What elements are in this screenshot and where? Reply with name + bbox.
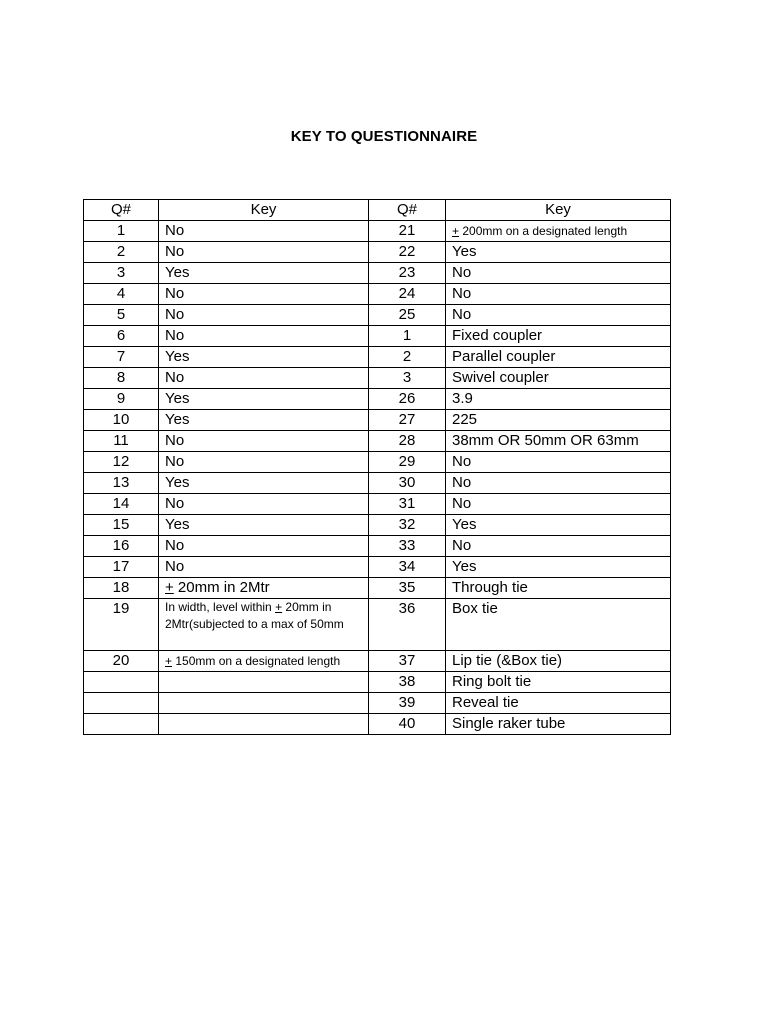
question-number: 33 — [369, 536, 446, 557]
answer-key: No — [159, 284, 369, 305]
question-number: 2 — [369, 347, 446, 368]
question-number: 19 — [84, 599, 159, 651]
table-row — [84, 431, 671, 452]
answer-key: No — [159, 242, 369, 263]
answer-key: Yes — [159, 473, 369, 494]
answer-key: No — [446, 305, 671, 326]
question-number: 7 — [84, 347, 159, 368]
question-number: 12 — [84, 452, 159, 473]
table-row — [84, 714, 671, 735]
plus-minus-sign: + — [452, 224, 460, 238]
answer-key: Single raker tube — [446, 714, 671, 735]
answer-key-text: 20mm in 2Mtr — [173, 579, 270, 596]
answer-key: No — [159, 305, 369, 326]
answer-key-text: 150mm on a designated length — [172, 654, 341, 668]
answer-key: Reveal tie — [446, 693, 671, 714]
question-number: 39 — [369, 693, 446, 714]
answer-key-text: In width, level within — [165, 600, 276, 614]
question-number: 20 — [84, 651, 159, 672]
question-number: 1 — [369, 326, 446, 347]
question-number: 18 — [84, 578, 159, 599]
question-number: 28 — [369, 431, 446, 452]
question-number: 34 — [369, 557, 446, 578]
question-number: 4 — [84, 284, 159, 305]
answer-key: Lip tie (&Box tie) — [446, 651, 671, 672]
header-question-number-left: Q# — [84, 200, 159, 221]
question-number: 14 — [84, 494, 159, 515]
answer-key — [159, 599, 369, 651]
question-number: 6 — [84, 326, 159, 347]
table-row — [84, 347, 671, 368]
answer-key: No — [159, 557, 369, 578]
table-row — [84, 242, 671, 263]
answer-key: No — [159, 221, 369, 242]
question-number — [84, 672, 159, 693]
table-row — [84, 263, 671, 284]
answer-key: No — [159, 452, 369, 473]
answer-key: No — [159, 431, 369, 452]
question-number: 5 — [84, 305, 159, 326]
question-number: 30 — [369, 473, 446, 494]
answer-key: Through tie — [446, 578, 671, 599]
answer-key: Yes — [159, 515, 369, 536]
answer-key: No — [159, 326, 369, 347]
question-number: 1 — [84, 221, 159, 242]
question-number: 22 — [369, 242, 446, 263]
question-number: 26 — [369, 389, 446, 410]
answer-key: No — [446, 452, 671, 473]
table-row — [84, 693, 671, 714]
answer-key: No — [446, 284, 671, 305]
answer-key: No — [446, 494, 671, 515]
question-number: 36 — [369, 599, 446, 651]
answer-key: Yes — [159, 389, 369, 410]
answer-key: Yes — [446, 515, 671, 536]
question-number: 21 — [369, 221, 446, 242]
question-number: 9 — [84, 389, 159, 410]
question-number: 31 — [369, 494, 446, 515]
plus-minus-sign: + — [165, 654, 173, 668]
answer-key: No — [446, 536, 671, 557]
table-row — [84, 305, 671, 326]
plus-minus-sign: + — [165, 579, 174, 596]
answer-key-text: 200mm on a designated length — [459, 224, 628, 238]
question-number: 38 — [369, 672, 446, 693]
plus-minus-sign: + — [275, 600, 283, 614]
header-question-number-right: Q# — [369, 200, 446, 221]
question-number: 37 — [369, 651, 446, 672]
table-row — [84, 368, 671, 389]
answer-key: No — [159, 368, 369, 389]
header-key-right: Key — [446, 200, 671, 221]
answer-key: 3.9 — [446, 389, 671, 410]
table-row — [84, 410, 671, 431]
answer-key — [159, 651, 369, 672]
answer-key — [159, 714, 369, 735]
question-number: 27 — [369, 410, 446, 431]
table-row — [84, 599, 671, 651]
answer-key: Yes — [159, 263, 369, 284]
answer-key: No — [159, 536, 369, 557]
table-row — [84, 284, 671, 305]
answer-key: No — [446, 263, 671, 284]
answer-key: Yes — [159, 410, 369, 431]
answer-key — [446, 221, 671, 242]
answer-key-text: 20mm in 2Mtr(subjected to a max of 50mm — [165, 600, 344, 631]
answer-key: Swivel coupler — [446, 368, 671, 389]
question-number: 25 — [369, 305, 446, 326]
table-row — [84, 452, 671, 473]
question-number: 3 — [369, 368, 446, 389]
question-number: 10 — [84, 410, 159, 431]
question-number: 13 — [84, 473, 159, 494]
question-number: 35 — [369, 578, 446, 599]
answer-key — [159, 672, 369, 693]
answer-key — [159, 693, 369, 714]
question-number: 3 — [84, 263, 159, 284]
table-row — [84, 536, 671, 557]
answer-key — [159, 578, 369, 599]
question-number: 29 — [369, 452, 446, 473]
answer-key: 225 — [446, 410, 671, 431]
table-row — [84, 651, 671, 672]
header-key-left: Key — [159, 200, 369, 221]
question-number: 2 — [84, 242, 159, 263]
table-row — [84, 515, 671, 536]
table-row — [84, 326, 671, 347]
answer-key: Ring bolt tie — [446, 672, 671, 693]
question-number: 24 — [369, 284, 446, 305]
table-row — [84, 557, 671, 578]
answer-key: No — [159, 494, 369, 515]
answer-key: Yes — [446, 242, 671, 263]
question-number: 16 — [84, 536, 159, 557]
answer-key: Fixed coupler — [446, 326, 671, 347]
question-number: 11 — [84, 431, 159, 452]
table-header-row — [84, 200, 671, 221]
answer-key: 38mm OR 50mm OR 63mm — [446, 431, 671, 452]
table-row — [84, 494, 671, 515]
answer-key-table — [83, 199, 671, 735]
table-row — [84, 672, 671, 693]
question-number: 32 — [369, 515, 446, 536]
answer-key: Yes — [159, 347, 369, 368]
answer-key: No — [446, 473, 671, 494]
question-number: 23 — [369, 263, 446, 284]
page-title: KEY TO QUESTIONNAIRE — [290, 128, 478, 145]
question-number: 40 — [369, 714, 446, 735]
question-number: 17 — [84, 557, 159, 578]
answer-key: Box tie — [446, 599, 671, 651]
table-row — [84, 221, 671, 242]
question-number — [84, 714, 159, 735]
table-row — [84, 473, 671, 494]
table-row — [84, 389, 671, 410]
answer-key: Yes — [446, 557, 671, 578]
question-number: 15 — [84, 515, 159, 536]
question-number: 8 — [84, 368, 159, 389]
answer-key: Parallel coupler — [446, 347, 671, 368]
question-number — [84, 693, 159, 714]
table-row — [84, 578, 671, 599]
